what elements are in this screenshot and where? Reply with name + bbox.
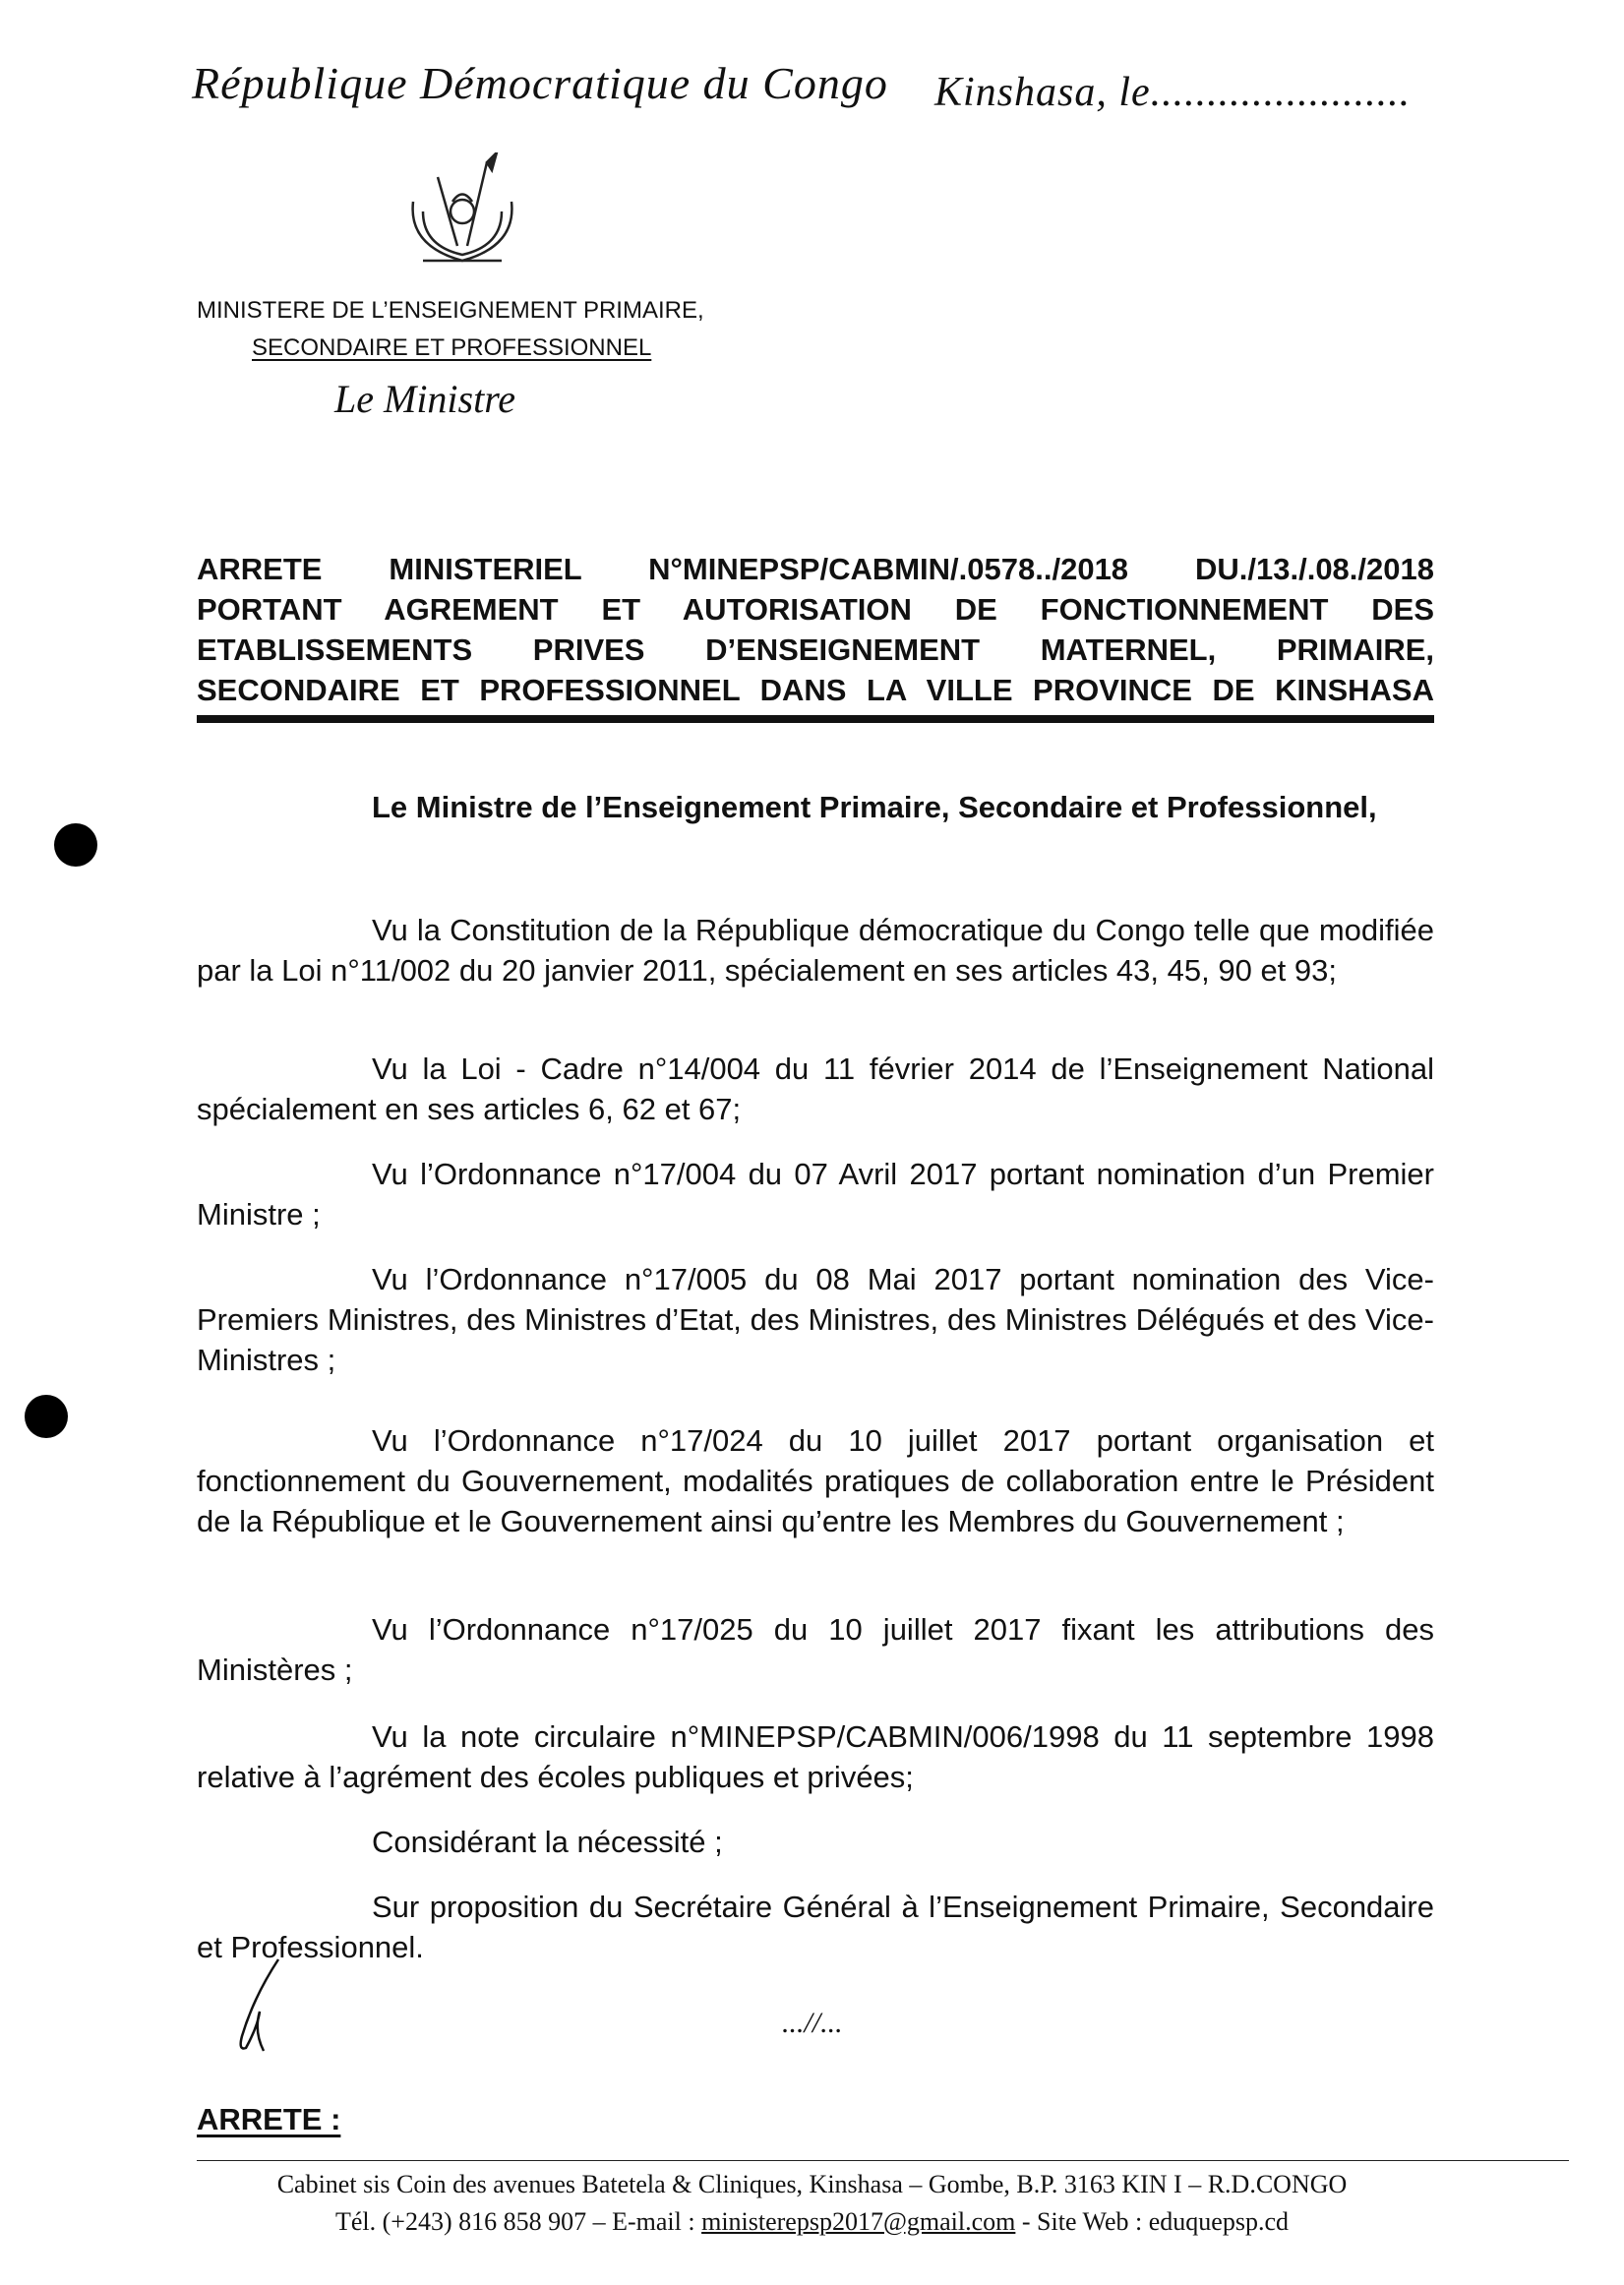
- paragraph-considerant: Considérant la nécessité ;: [372, 1825, 723, 1859]
- handwritten-initials: [224, 1957, 283, 2056]
- ministry-name-line1: MINISTERE DE L’ENSEIGNEMENT PRIMAIRE,: [197, 297, 704, 324]
- paragraph-ordonnance-024: Vu l’Ordonnance n°17/024 du 10 juillet 2017 portant organisation et fonctionnement du Gouvernement, modalités pratiques de collaboration entre le Président de la République et le Gouvernement ainsi qu’entre les Membres du Gouvernement ;: [197, 1423, 1434, 1538]
- paragraph-ordonnance-004: Vu l’Ordonnance n°17/004 du 07 Avril 2017 portant nomination d’un Premier Ministre ;: [197, 1157, 1434, 1232]
- punch-hole: [54, 823, 97, 867]
- minister-preamble: Le Ministre de l’Enseignement Primaire, Secondaire et Professionnel,: [372, 790, 1377, 824]
- le-ministre-heading: Le Ministre: [334, 377, 516, 421]
- decree-title: [197, 549, 1434, 710]
- punch-hole: [25, 1395, 68, 1438]
- paragraph-note-circulaire: Vu la note circulaire n°MINEPSP/CABMIN/006/1998 du 11 septembre 1998 relative à l’agrément des écoles publiques et privées;: [197, 1719, 1434, 1794]
- ministry-name-line2: SECONDAIRE ET PROFESSIONNEL: [252, 334, 652, 361]
- country-header: République Démocratique du Congo: [192, 58, 888, 108]
- coat-of-arms-emblem: [393, 152, 531, 271]
- place-date: Kinshasa, le.......................: [934, 70, 1412, 115]
- paragraph-ordonnance-005: Vu l’Ordonnance n°17/005 du 08 Mai 2017 portant nomination des Vice-Premiers Ministres, des Ministres d’Etat, des Ministres, des Ministres Délégués et des Vice-Ministres ;: [197, 1262, 1434, 1377]
- paragraph-loi-cadre: Vu la Loi - Cadre n°14/004 du 11 février 2014 de l’Enseignement National spécialement en ses articles 6, 62 et 67;: [197, 1052, 1434, 1126]
- footer-contact: [0, 2207, 1624, 2237]
- arrete-heading: ARRETE :: [197, 2102, 341, 2136]
- title-line: ETABLISSEMENTS PRIVES D’ENSEIGNEMENT MATERNEL, PRIMAIRE,: [197, 632, 1434, 667]
- title-underline-rule: [197, 715, 1434, 723]
- footer-address: Cabinet sis Coin des avenues Batetela & Cliniques, Kinshasa – Gombe, B.P. 3163 KIN I – R.D.CONGO: [276, 2170, 1348, 2198]
- footer-phone: Tél. (+243) 816 858 907 – E-mail :: [334, 2207, 702, 2236]
- title-line: SECONDAIRE ET PROFESSIONNEL DANS LA VILLE PROVINCE DE KINSHASA: [197, 673, 1434, 707]
- footer-email-link[interactable]: ministerepsp2017@gmail.com: [701, 2207, 1016, 2236]
- title-line: ARRETE MINISTERIEL N°MINEPSP/CABMIN/.0578../2018 DU./13./.08./2018: [197, 552, 1434, 586]
- paragraph-ordonnance-025: Vu l’Ordonnance n°17/025 du 10 juillet 2017 fixant les attributions des Ministères ;: [197, 1612, 1434, 1687]
- paragraph-sur-proposition: Sur proposition du Secrétaire Général à l’Enseignement Primaire, Secondaire et Professionnel.: [197, 1890, 1434, 1964]
- paragraph-constitution: Vu la Constitution de la République démocratique du Congo telle que modifiée par la Loi n°11/002 du 20 janvier 2011, spécialement en ses articles 43, 45, 90 et 93;: [197, 913, 1434, 988]
- title-line: PORTANT AGREMENT ET AUTORISATION DE FONCTIONNEMENT DES: [197, 592, 1434, 627]
- footer-website: - Site Web : eduquepsp.cd: [1015, 2207, 1289, 2236]
- continued-marker: ...//...: [782, 2007, 843, 2039]
- footer-rule: [197, 2160, 1569, 2161]
